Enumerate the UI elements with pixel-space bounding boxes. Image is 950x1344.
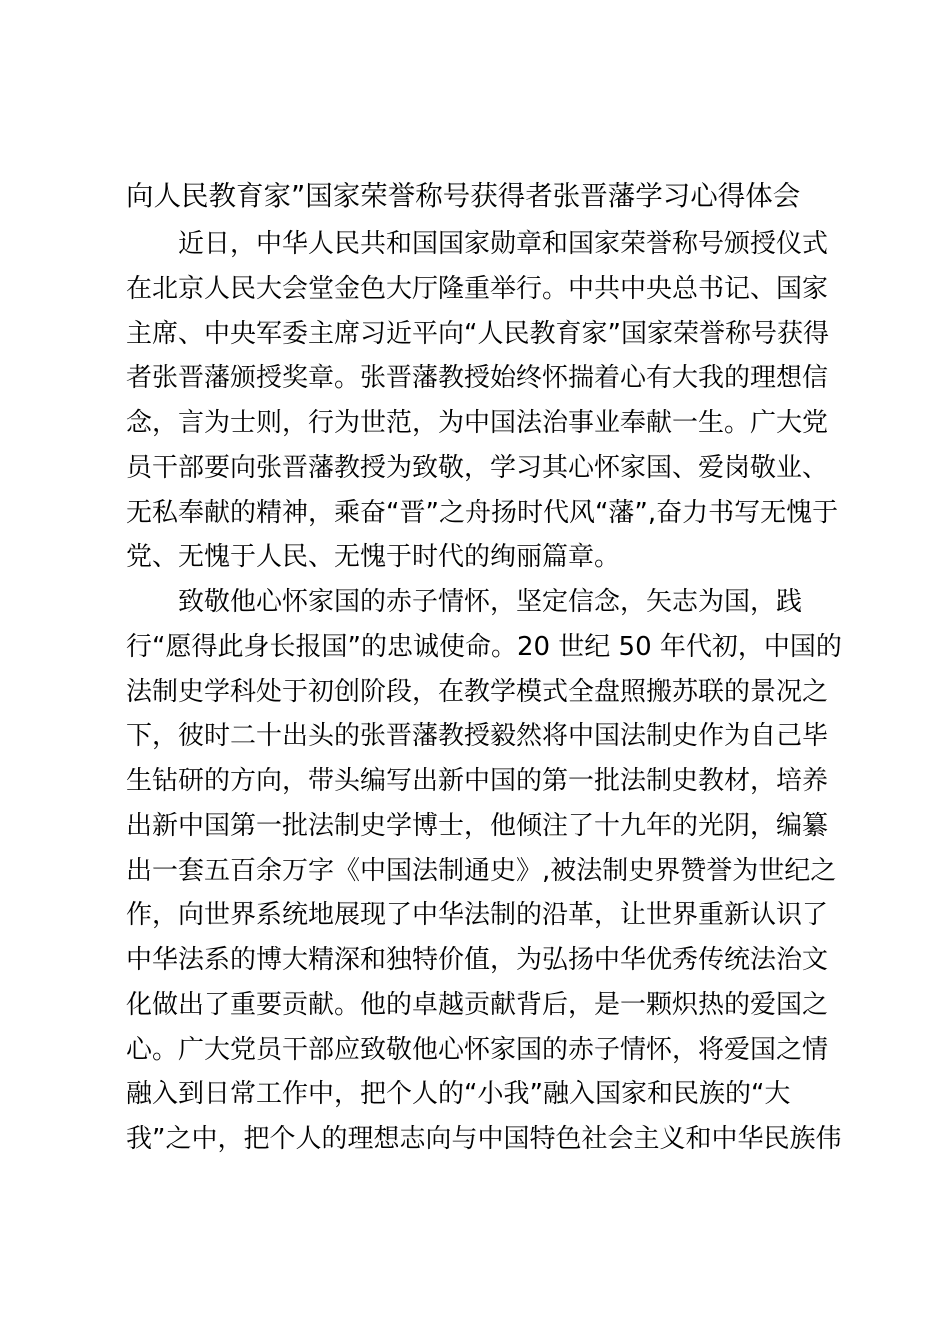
body-line: 我”之中，把个人的理想志向与中国特色社会主义和中华民族伟 bbox=[126, 1124, 842, 1154]
body-line: 出新中国第一批法制史学博士，他倾注了十九年的光阴，编纂 bbox=[126, 810, 829, 841]
document-body bbox=[126, 222, 842, 1162]
body-line: 主席、中央军委主席习近平向“人民教育家”国家荣誉称号获得 bbox=[126, 318, 829, 349]
body-line: 出一套五百余万字《中国法制通史》,被法制史界赞誉为世纪之 bbox=[126, 855, 837, 886]
body-line: 中华法系的博大精深和独特价值，为弘扬中华优秀传统法治文 bbox=[126, 945, 829, 975]
body-line: 化做出了重要贡献。他的卓越贡献背后，是一颗炽热的爱国之 bbox=[126, 989, 829, 1020]
body-line: 无私奉献的精神，乘奋“晋”之舟扬时代风“藩”,奋力书写无愧于 bbox=[126, 497, 839, 528]
body-line: 下，彼时二十出头的张晋藩教授毅然将中国法制史作为自己毕 bbox=[126, 721, 829, 752]
body-line: 念，言为士则，行为世范，为中国法治事业奉献一生。广大党 bbox=[126, 408, 829, 438]
body-line: 作，向世界系统地展现了中华法制的沿革，让世界重新认识了 bbox=[126, 900, 829, 931]
body-line: 党、无愧于人民、无愧于时代的绚丽篇章。 bbox=[126, 542, 621, 573]
body-line: 行“愿得此身长报国”的忠诚使命。20 世纪 50 年代初，中国的 bbox=[126, 631, 842, 662]
body-line: 心。广大党员干部应致敬他心怀家国的赤子情怀，将爱国之情 bbox=[126, 1034, 829, 1065]
document-title: 向人民教育家”国家荣誉称号获得者张晋藩学习心得体会 bbox=[126, 180, 801, 212]
body-line: 者张晋藩颁授奖章。张晋藩教授始终怀揣着心有大我的理想信 bbox=[126, 363, 829, 394]
body-line: 法制史学科处于初创阶段，在教学模式全盘照搬苏联的景况之 bbox=[126, 676, 829, 707]
body-line: 近日，中华人民共和国国家勋章和国家荣誉称号颁授仪式 bbox=[178, 229, 829, 259]
body-line: 致敬他心怀家国的赤子情怀，坚定信念，矢志为国，践 bbox=[178, 587, 803, 617]
body-line: 生钻研的方向，带头编写出新中国的第一批法制史教材，培养 bbox=[126, 766, 829, 796]
body-line: 员干部要向张晋藩教授为致敬，学习其心怀家国、爱岗敬业、 bbox=[126, 452, 829, 483]
body-line: 在北京人民大会堂金色大厅隆重举行。中共中央总书记、国家 bbox=[126, 273, 829, 304]
body-line: 融入到日常工作中，把个人的“小我”融入国家和民族的“大 bbox=[126, 1079, 791, 1110]
